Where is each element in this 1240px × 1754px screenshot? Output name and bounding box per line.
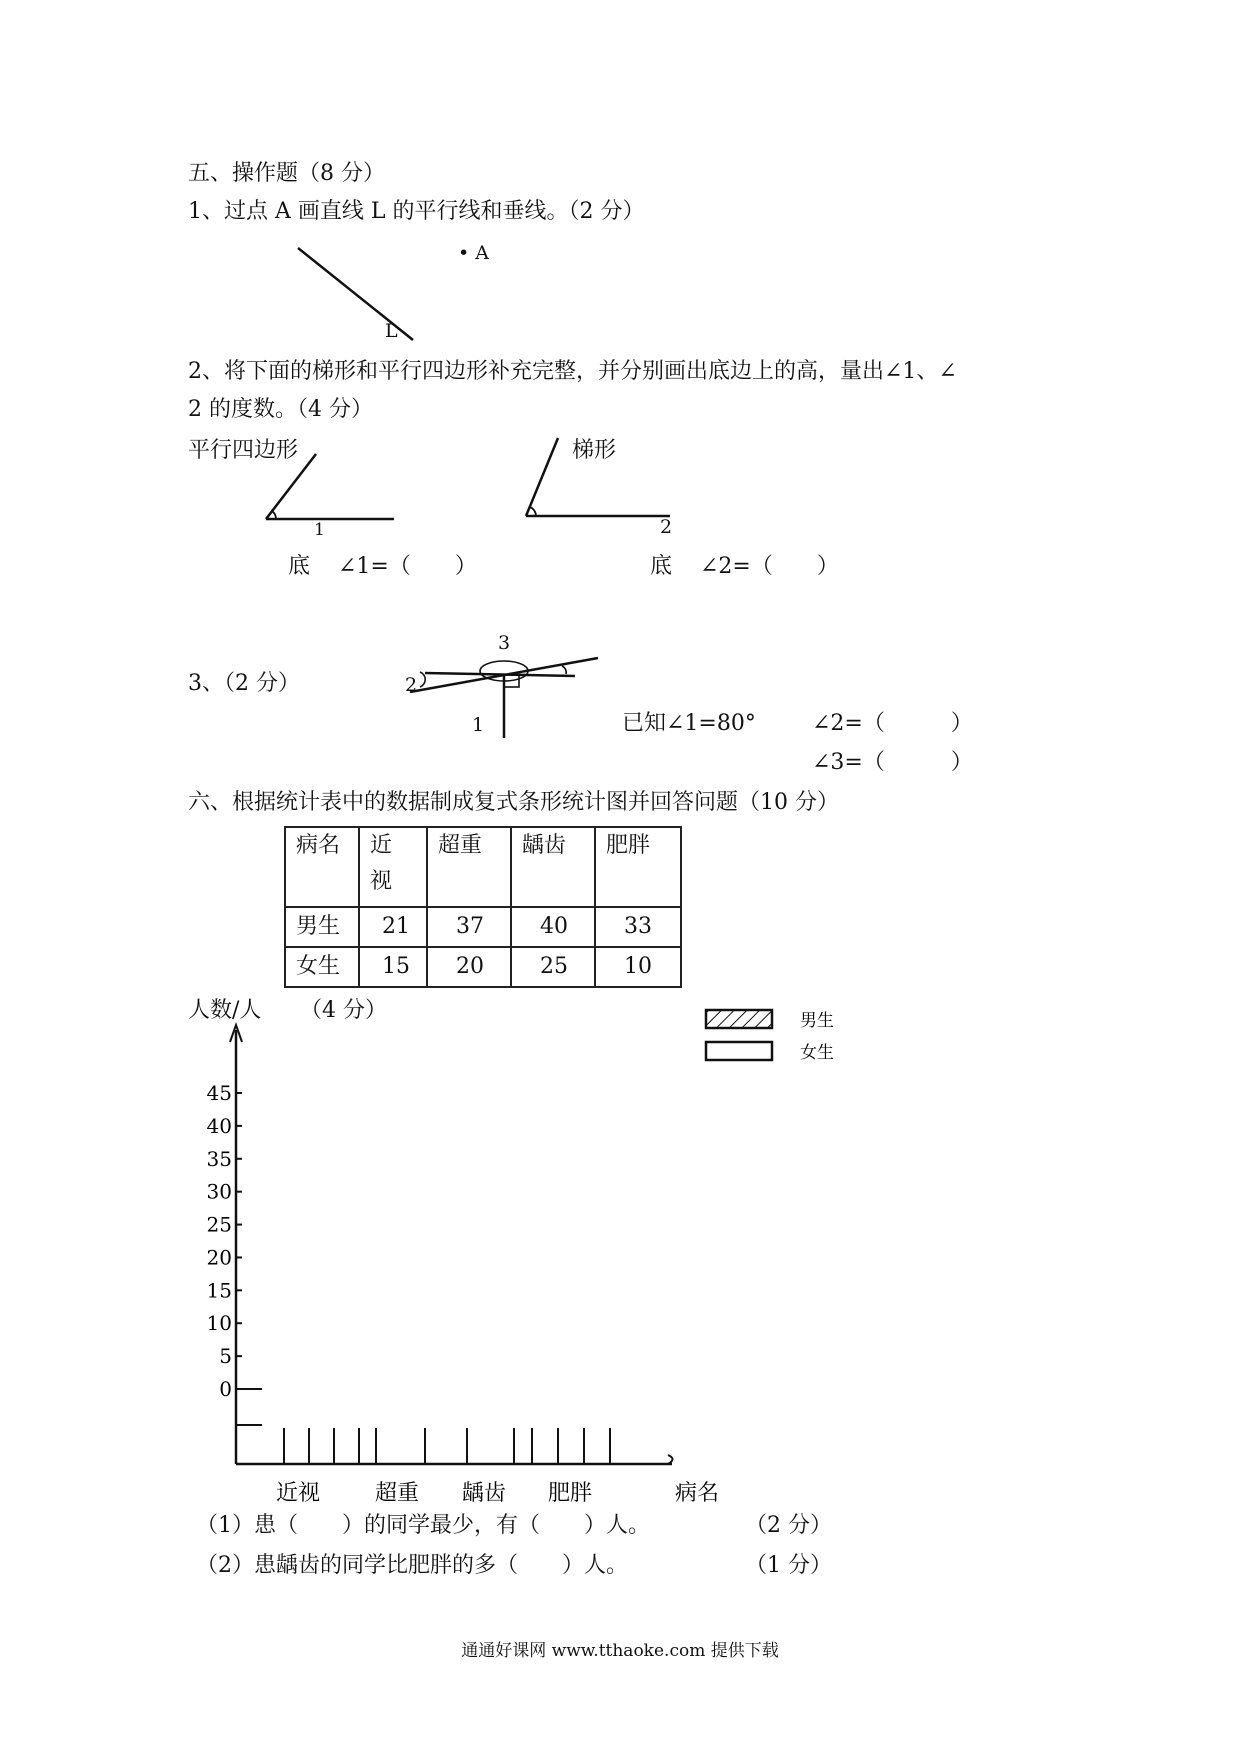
y-tick-label: 45 (206, 1081, 232, 1105)
legend (706, 1010, 834, 1063)
line-l-label: L (385, 320, 398, 342)
chart-title: 人数/人 (188, 998, 262, 1023)
table-cell: 25 (511, 947, 595, 987)
question-1-points: （2 分） (745, 1513, 832, 1538)
footer: 通通好课网 www.tthaoke.com 提供下载 (461, 1641, 779, 1661)
table-header-cell: 近 视 (359, 827, 427, 907)
q3-label: 3、（2 分） (188, 671, 300, 696)
y-tick-label: 40 (206, 1113, 232, 1138)
q3-mark-2: 2 (405, 674, 418, 696)
question-2: （2）患龋齿的同学比肥胖的多（ ）人。 (196, 1553, 628, 1578)
table-cell: 33 (595, 907, 681, 947)
y-tick-label: 5 (219, 1344, 232, 1369)
x-axis-title: 病名 (674, 1481, 720, 1506)
answer-angle1: ∠1=（ ） (338, 554, 477, 579)
y-tick-label: 30 (206, 1179, 232, 1204)
table-cell: 男生 (285, 907, 359, 947)
q2-text-line1: 2、将下面的梯形和平行四边形补充完整，并分别画出底边上的高，量出∠1、∠ (188, 359, 957, 384)
table-header-cell: 肥胖 (595, 827, 681, 907)
x-category-label: 龋齿 (461, 1481, 507, 1506)
y-tick-label: 35 (206, 1146, 232, 1171)
x-category-group (276, 1428, 719, 1506)
y-tick-label: 25 (206, 1212, 232, 1237)
y-tick-label: 20 (206, 1245, 232, 1270)
table-header-cell: 超重 (427, 827, 511, 907)
y-tick-label: 10 (206, 1311, 232, 1336)
chart-points: （4 分） (300, 998, 387, 1023)
legend-label-girls: 女生 (800, 1043, 834, 1063)
x-axis-arrow (668, 1455, 673, 1464)
table-cell: 40 (511, 907, 595, 947)
legend-label-boys: 男生 (800, 1011, 834, 1031)
y-tick-label: 15 (206, 1278, 232, 1303)
table-cell: 15 (359, 947, 427, 987)
q3-mark-3: 3 (498, 632, 511, 654)
table-header-cell: 病名 (285, 827, 359, 907)
point-a-label: • A (458, 242, 489, 264)
x-category-label: 近视 (275, 1481, 321, 1506)
base-label-1: 底 (288, 554, 311, 579)
q1-text: 1、过点 A 画直线 L 的平行线和垂线。（2 分） (188, 199, 645, 224)
table-cell: 20 (427, 947, 511, 987)
question-2-points: （1 分） (745, 1553, 832, 1578)
table-cell: 女生 (285, 947, 359, 987)
legend-swatch-girls (706, 1042, 772, 1060)
angle1-mark: 1 (314, 520, 325, 540)
angle2-mark: 2 (660, 516, 673, 538)
section6-title: 六、根据统计表中的数据制成复式条形统计图并回答问题（10 分） (188, 790, 839, 815)
question-1: （1）患（ ）的同学最少，有（ ）人。 (196, 1513, 650, 1538)
table-cell: 21 (359, 907, 427, 947)
x-category-label: 超重 (374, 1481, 420, 1506)
table-cell: 10 (595, 947, 681, 987)
base-label-2: 底 (650, 554, 673, 579)
table-header-cell: 龋齿 (511, 827, 595, 907)
y-tick-label: 0 (219, 1377, 232, 1401)
table-cell: 37 (427, 907, 511, 947)
legend-swatch-boys (706, 1010, 772, 1028)
section5-title: 五、操作题（8 分） (188, 161, 385, 186)
trapezoid-label: 梯形 (572, 438, 617, 463)
q3-given: 已知∠1=80° (622, 711, 756, 736)
parallelogram-label: 平行四边形 (188, 438, 299, 463)
q3-mark-1: 1 (472, 714, 485, 736)
answer-angle2: ∠2=（ ） (700, 554, 839, 579)
q2-text-line2: 2 的度数。（4 分） (188, 397, 373, 422)
q3-ask-angle3: ∠3=（ ） (812, 750, 973, 775)
x-category-label: 肥胖 (547, 1481, 593, 1506)
y-tick-group (207, 1081, 262, 1401)
q3-ask-angle2: ∠2=（ ） (812, 711, 973, 736)
